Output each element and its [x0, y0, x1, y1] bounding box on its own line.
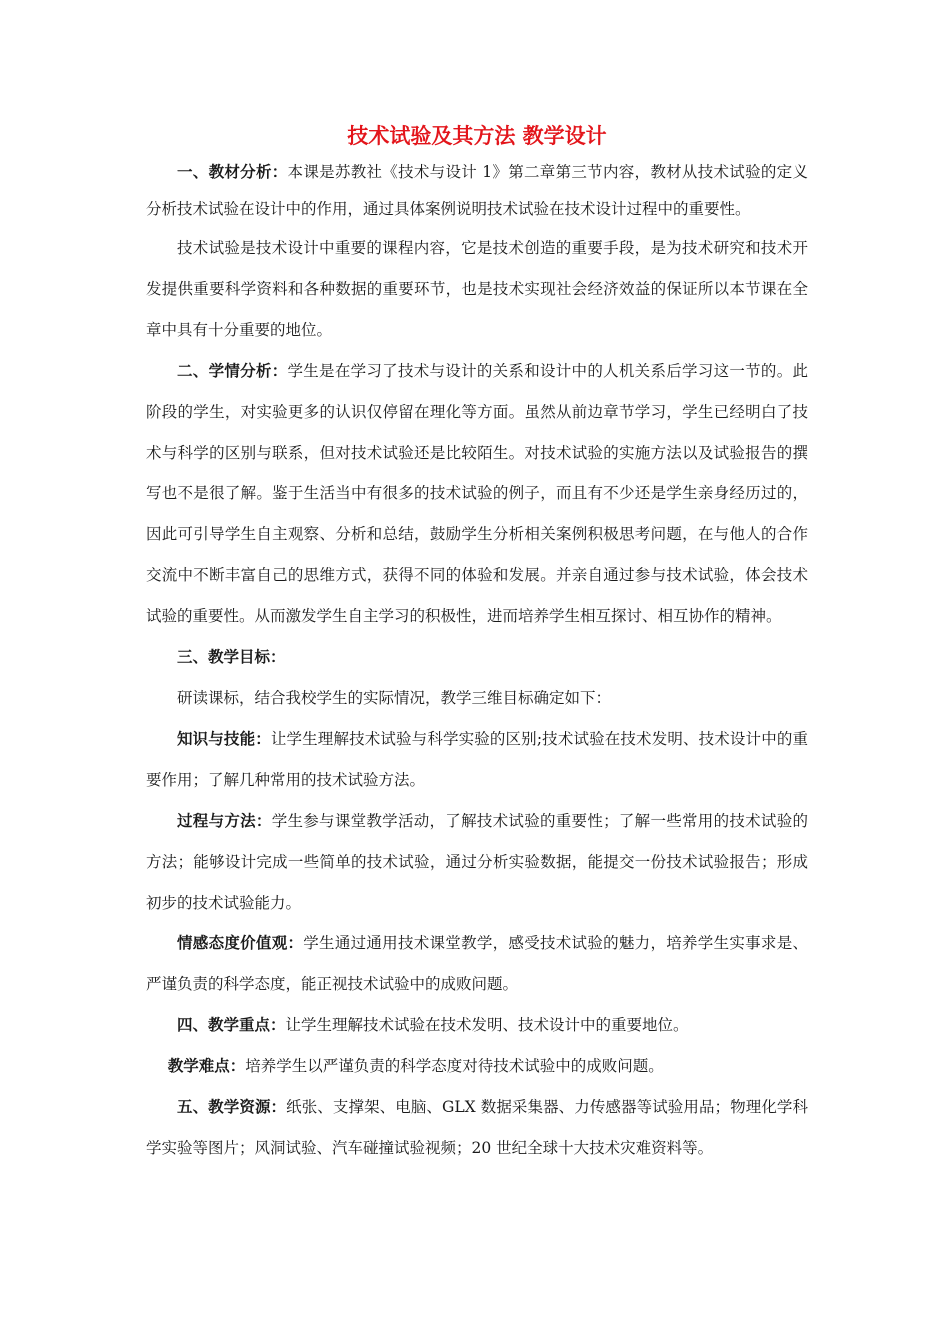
goal-text: 学生参与课堂教学活动，了解技术试验的重要性；了解一些常用的技术试验的方法；能够设计完成一些简单的技术试验，通过分析实验数据，能提交一份技术试验报告；形成初步的技术试验能力。 [146, 811, 808, 912]
goal-text: 让学生理解技术试验与科学实验的区别;技术试验在技术发明、技术设计中的重要作用；了解几种常用的技术试验方法。 [146, 729, 808, 789]
section-text: 让学生理解技术试验在技术发明、技术设计中的重要地位。 [285, 1016, 689, 1035]
goal-process-methods [146, 801, 808, 924]
section-heading: 二、学情分析： [177, 361, 288, 380]
section-heading: 一、教材分析： [177, 163, 288, 181]
goal-heading: 过程与方法： [177, 811, 272, 830]
section-text: 培养学生以严谨负责的科学态度对待技术试验中的成败问题。 [245, 1057, 664, 1076]
section-text: 纸张、支撑架、电脑、GLX 数据采集器、力传感器等试验用品；物理化学科学实验等图片；风洞试验、汽车碰撞试验视频；20 世纪全球十大技术灾难资料等。 [146, 1098, 808, 1157]
goal-knowledge-skills [146, 719, 808, 801]
section-resources [146, 1087, 808, 1169]
goal-heading: 情感态度价值观： [177, 934, 304, 953]
goals-intro: 研读课标，结合我校学生的实际情况，教学三维目标确定如下： [177, 688, 612, 707]
section-teaching-goals-heading: 三、教学目标： [177, 648, 286, 667]
section-textbook-analysis [146, 154, 808, 228]
section-heading: 四、教学重点： [177, 1016, 286, 1035]
section-key-points [146, 1005, 808, 1046]
section-difficult-points [146, 1046, 808, 1087]
goal-emotion-values [146, 923, 808, 1005]
section-text: 学生是在学习了技术与设计的关系和设计中的人机关系后学习这一节的。此阶段的学生，对实验更多的认识仅停留在理化等方面。虽然从前边章节学习，学生已经明白了技术与科学的区别与联系，但对技术试验还是比较陌生。对技术试验的实施方法以及试验报告的撰写也不是很了解。鉴于生活当中有很多的技术试验的例子，而且有不少还是学生亲身经历过的，因此可引导学生自主观察、分析和总结，鼓励学生分析相关案例积极思考问题，在与他人的合作交流中不断丰富自己的思维方式，获得不同的体验和发展。并亲自通过参与技术试验，体会技术试验的重要性。从而激发学生自主学习的积极性，进而培养学生相互探讨、相互协作的精神。 [146, 361, 808, 626]
goal-text: 学生通过通用技术课堂教学，感受技术试验的魅力，培养学生实事求是、严谨负责的科学态度，能正视技术试验中的成败问题。 [146, 934, 808, 994]
section-heading: 教学难点： [167, 1057, 246, 1076]
document-body [146, 118, 808, 1169]
goal-heading: 知识与技能： [177, 729, 271, 748]
section-heading: 五、教学资源： [177, 1098, 287, 1117]
section-text: 本课是苏教社《技术与设计 1》第二章第三节内容，教材从技术试验的定义分析技术试验在设计中的作用，通过具体案例说明技术试验在技术设计过程中的重要性。 [146, 163, 808, 218]
section-student-analysis [146, 351, 808, 637]
page-title: 技术试验及其方法 教学设计 [347, 124, 607, 148]
paragraph-importance: 技术试验是技术设计中重要的课程内容，它是技术创造的重要手段，是为技术研究和技术开发提供重要科学资料和各种数据的重要环节，也是技术实现社会经济效益的保证所以本节课在全章中具有十分重要的地位。 [146, 239, 808, 339]
